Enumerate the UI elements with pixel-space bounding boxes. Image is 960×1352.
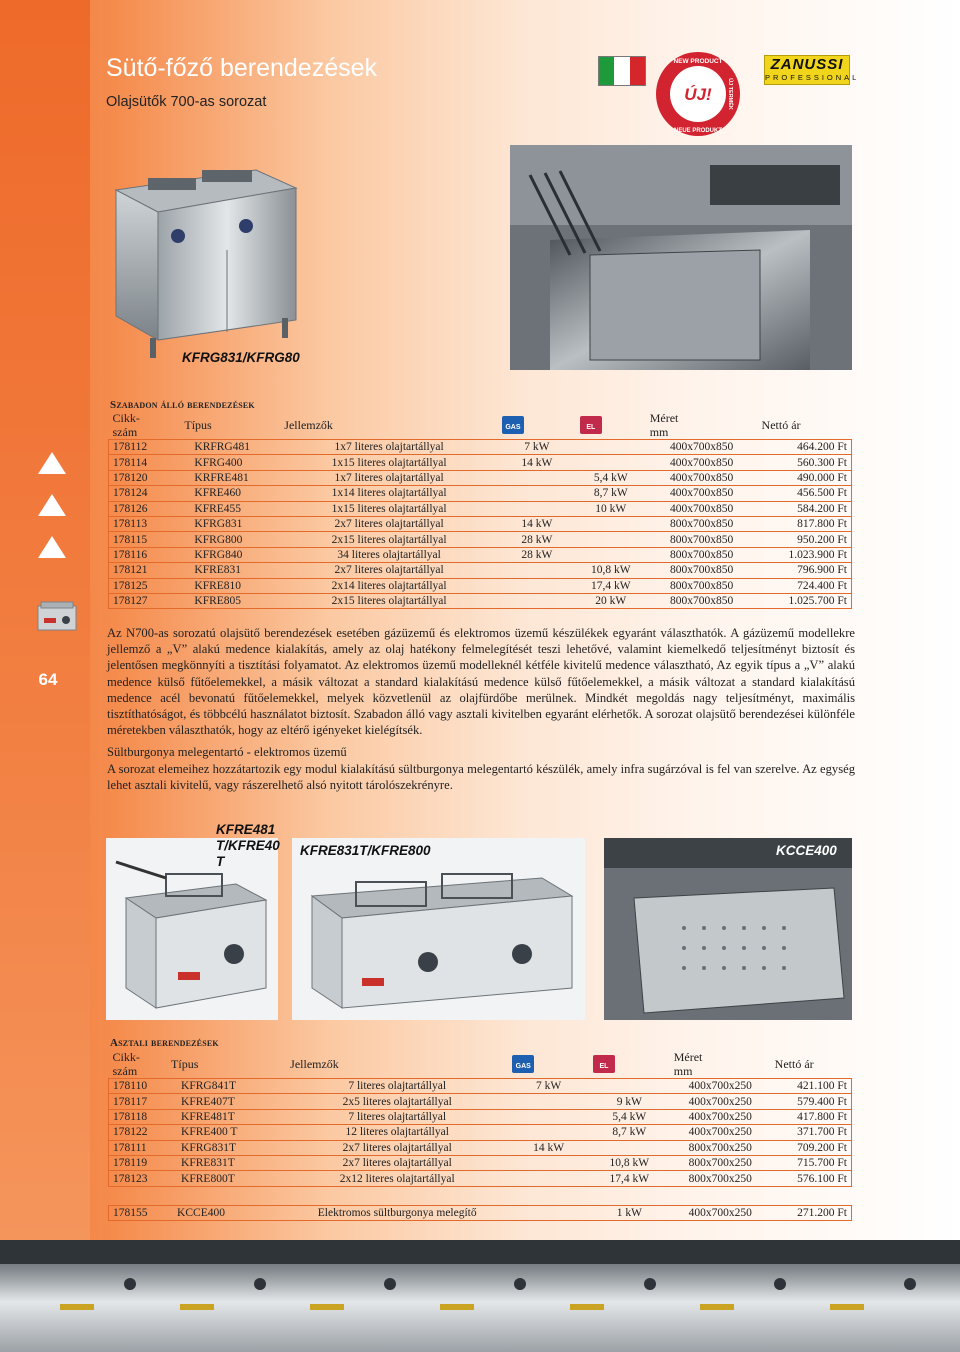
triangle-marker-icon: [38, 452, 66, 474]
cell-code: 178110: [109, 1079, 168, 1094]
new-product-seal-icon: [654, 50, 742, 138]
photo-caption-bottom-middle: KFRE831T/KFRE800: [300, 843, 431, 858]
col-header-electric: [576, 411, 646, 440]
cell-code: 178125: [109, 578, 181, 593]
cell-size: 800x700x850: [646, 593, 758, 608]
cell-type: KFRG800: [180, 532, 280, 547]
cell-size: 400x700x850: [646, 470, 758, 485]
cell-electric-power: [589, 1079, 670, 1094]
brand-sub: PROFESSIONAL: [765, 73, 860, 82]
col-header-feature: Jellemzők: [290, 1056, 339, 1071]
cell-gas-power: 14 kW: [498, 516, 576, 531]
col-header-gas: [508, 1050, 589, 1079]
col-header-size: Méret mm: [673, 1050, 703, 1078]
triangle-marker-icon: [38, 494, 66, 516]
cell-size: 400x700x250: [670, 1094, 771, 1109]
table-row: [109, 486, 852, 501]
cell-feature: 2x15 literes olajtartállyal: [280, 593, 498, 608]
cell-electric-power: 10,8 kW: [589, 1155, 670, 1170]
cell-price: 796.900 Ft: [758, 563, 852, 578]
seal-ring-text: NEW PRODUCT: [673, 58, 723, 65]
cell-size: 400x700x850: [646, 486, 758, 501]
cell-feature: 2x7 literes olajtartállyal: [286, 1140, 508, 1155]
cell-price: 576.100 Ft: [771, 1171, 852, 1186]
cell-price: 715.700 Ft: [771, 1155, 852, 1170]
cell-type: KFRG840: [180, 547, 280, 562]
cell-type: KFRE800T: [167, 1171, 286, 1186]
cell-code: 178117: [109, 1094, 168, 1109]
cell-type: KFRG400: [180, 455, 280, 470]
cell-type: KFRE400 T: [167, 1125, 286, 1140]
cell-code: 178114: [109, 455, 181, 470]
table-row: [109, 1171, 852, 1186]
table1-section-heading: Szabadon álló berendezések: [110, 399, 255, 411]
cell-gas-power: [498, 563, 576, 578]
cell-feature: 2x7 literes olajtartállyal: [280, 516, 498, 531]
cell-type: KFRE481T: [167, 1109, 286, 1124]
cell-code: 178120: [109, 470, 181, 485]
cell-feature: 7 literes olajtartállyal: [286, 1109, 508, 1124]
photo-caption-top-left: KFRG831/KFRG80: [182, 350, 300, 365]
col-header-code: Cikk- szám: [112, 1050, 140, 1078]
cell-gas-power: [508, 1094, 589, 1109]
cell-price: 1.023.900 Ft: [758, 547, 852, 562]
gas-icon: GAS: [502, 416, 524, 434]
cell-type: KFRG831T: [167, 1140, 286, 1155]
cell-gas-power: [498, 470, 576, 485]
mini-fryer-icon: [36, 598, 78, 632]
cell-price: 950.200 Ft: [758, 532, 852, 547]
cell-type: KFRG841T: [167, 1079, 286, 1094]
table-row: [109, 1155, 852, 1170]
table-row: [109, 440, 852, 455]
cell-size: 400x700x850: [646, 440, 758, 455]
cell-type: KFRE831T: [167, 1155, 286, 1170]
cell-code: 178116: [109, 547, 181, 562]
table-row: [109, 593, 852, 608]
table-row: [109, 470, 852, 485]
cell-price: 417.800 Ft: [771, 1109, 852, 1124]
cell-electric-power: 1 kW: [589, 1206, 670, 1221]
electric-icon: EL: [593, 1055, 615, 1073]
cell-gas-power: [498, 593, 576, 608]
cell-electric-power: 17,4 kW: [589, 1171, 670, 1186]
col-header-code: Cikk- szám: [112, 411, 140, 439]
table2-section-heading: Asztali berendezések: [110, 1037, 219, 1049]
cell-electric-power: 8,7 kW: [576, 486, 646, 501]
cell-electric-power: [576, 516, 646, 531]
freestanding-fryer-photo: [106, 140, 320, 368]
table-row: [109, 1094, 852, 1109]
cell-size: 400x700x850: [646, 501, 758, 516]
cell-type: KFRE831: [180, 563, 280, 578]
cell-type: KRFRE481: [180, 470, 280, 485]
col-header-type: Típus: [171, 1056, 199, 1071]
cell-gas-power: [508, 1155, 589, 1170]
col-header-type: Típus: [184, 417, 212, 432]
cell-size: 800x700x850: [646, 532, 758, 547]
cell-electric-power: 9 kW: [589, 1094, 670, 1109]
photo-caption-bottom-left: KFRE481 T/KFRE40 T: [216, 822, 280, 869]
tabletop-double-fryer-photo: [292, 838, 585, 1020]
cell-size: 800x700x850: [646, 578, 758, 593]
cell-electric-power: 8,7 kW: [589, 1125, 670, 1140]
table-row: [109, 1079, 852, 1094]
cell-gas-power: [508, 1125, 589, 1140]
cell-size: 800x700x850: [646, 563, 758, 578]
cell-gas-power: 7 kW: [498, 440, 576, 455]
cell-electric-power: 5,4 kW: [589, 1109, 670, 1124]
subsection-heading: Sültburgonya melegentartó - elektromos üzemű: [107, 745, 347, 759]
cell-size: 400x700x850: [646, 455, 758, 470]
cell-gas-power: 14 kW: [508, 1140, 589, 1155]
cell-electric-power: [576, 455, 646, 470]
cell-feature: 2x12 literes olajtartállyal: [286, 1171, 508, 1186]
cell-type: KCCE400: [167, 1206, 286, 1221]
cell-size: 400x700x250: [670, 1206, 771, 1221]
cell-code: 178127: [109, 593, 181, 608]
cell-electric-power: 17,4 kW: [576, 578, 646, 593]
cell-code: 178122: [109, 1125, 168, 1140]
cell-electric-power: [576, 547, 646, 562]
cell-gas-power: 7 kW: [508, 1079, 589, 1094]
cell-size: 800x700x850: [646, 547, 758, 562]
cell-feature: 12 literes olajtartállyal: [286, 1125, 508, 1140]
cell-feature: 7 literes olajtartállyal: [286, 1079, 508, 1094]
cell-gas-power: 28 kW: [498, 547, 576, 562]
cell-feature: 2x7 literes olajtartállyal: [280, 563, 498, 578]
cell-electric-power: [589, 1140, 670, 1155]
brand-name: ZANUSSI: [770, 56, 844, 73]
cell-code: 178119: [109, 1155, 168, 1170]
col-header-gas: [498, 411, 576, 440]
seal-ring-text: ÚJ TERMÉK: [727, 78, 733, 110]
cell-feature: 34 literes olajtartállyal: [280, 547, 498, 562]
cell-code: 178112: [109, 440, 181, 455]
col-header-price: Nettó ár: [774, 1056, 814, 1071]
cell-feature: 1x7 literes olajtartállyal: [280, 470, 498, 485]
cell-gas-power: [508, 1171, 589, 1186]
cell-type: KRFRG481: [180, 440, 280, 455]
page-number: 64: [38, 670, 58, 689]
col-header-price: Nettó ár: [761, 417, 801, 432]
cell-price: 579.400 Ft: [771, 1094, 852, 1109]
electric-icon: EL: [580, 416, 602, 434]
cell-code: 178126: [109, 501, 181, 516]
cell-gas-power: [498, 501, 576, 516]
cell-gas-power: [498, 486, 576, 501]
cell-electric-power: 5,4 kW: [576, 470, 646, 485]
cell-type: KFRE455: [180, 501, 280, 516]
table-header-row: [109, 411, 852, 440]
cell-size: 800x700x250: [670, 1140, 771, 1155]
cell-price: 464.200 Ft: [758, 440, 852, 455]
cell-code: 178111: [109, 1140, 168, 1155]
table-row: [109, 501, 852, 516]
cell-price: 421.100 Ft: [771, 1079, 852, 1094]
table-row: [109, 1125, 852, 1140]
cell-price: 371.700 Ft: [771, 1125, 852, 1140]
cell-electric-power: 10,8 kW: [576, 563, 646, 578]
cell-feature: 2x15 literes olajtartállyal: [280, 532, 498, 547]
cell-gas-power: 14 kW: [498, 455, 576, 470]
cell-price: 584.200 Ft: [758, 501, 852, 516]
table-row: [109, 1140, 852, 1155]
cell-electric-power: 20 kW: [576, 593, 646, 608]
fryer-basin-closeup-photo: [510, 145, 852, 370]
table-header-row: [109, 1050, 852, 1079]
cell-feature: 1x15 literes olajtartállyal: [280, 455, 498, 470]
cell-feature: 1x15 literes olajtartállyal: [280, 501, 498, 516]
page-title: Sütő-főző berendezések: [106, 54, 378, 82]
table-row: [109, 578, 852, 593]
cell-type: KFRG831: [180, 516, 280, 531]
chip-warmer-price-table: [108, 1205, 852, 1221]
table-row: [109, 547, 852, 562]
page-subtitle: Olajsütők 700-as sorozat: [106, 94, 267, 110]
description-paragraph: Az N700-as sorozatú olajsütő berendezések esetében gázüzemű és elektromos üzemű készülékek egyaránt választhatók. A gázüzemű modellekre jellemző a „V” alakú medence kialakítás, amely az olaj hatékony felmelegítését teszi lehetővé, valamint kiemelkedő teljesítményt biztosít és jelentősen megkönnyíti a tisztítási folyamatot. Az elektromos üzemű modelleknél kétféle kivitelű medence választható, Az egyik típus a „V” alakú medence külső fűtőelemekkel, a másik változat a standard kialakítású medence külső fűtőelemekkel, a másik változat a standard kialakítású medence acél bevonatú fűtőelemekkel, melyek közvetlenül az olajfürdőbe merülnek. Mindkét megoldás nagy teljesítményt, maximális tisztíthatóságot, és többcélú használatot biztosít. Szabadon álló vagy asztali kivitelben egyaránt elérhetők. A sorozat olajsütő berendezései különféle méretekben választhatók, hogy az eltérő igényeket kielégítsék.: [107, 626, 855, 738]
cell-feature: Elektromos sültburgonya melegítő: [286, 1206, 508, 1221]
cell-feature: 2x5 literes olajtartállyal: [286, 1094, 508, 1109]
cell-price: 817.800 Ft: [758, 516, 852, 531]
cell-electric-power: [576, 440, 646, 455]
triangle-marker-icon: [38, 536, 66, 558]
cell-electric-power: 10 kW: [576, 501, 646, 516]
seal-main-text: ÚJ!: [684, 85, 712, 104]
cell-size: 400x700x250: [670, 1079, 771, 1094]
table-row: [109, 455, 852, 470]
italian-flag-icon: [598, 56, 646, 86]
tabletop-price-table: [108, 1050, 852, 1187]
cell-size: 400x700x250: [670, 1125, 771, 1140]
chip-warmer-photo: [604, 838, 852, 1020]
cell-code: 178115: [109, 532, 181, 547]
cell-price: 456.500 Ft: [758, 486, 852, 501]
cell-feature: 1x7 literes olajtartállyal: [280, 440, 498, 455]
cell-code: 178124: [109, 486, 181, 501]
cell-price: 490.000 Ft: [758, 470, 852, 485]
cell-type: KFRE805: [180, 593, 280, 608]
cell-price: 271.200 Ft: [771, 1206, 852, 1221]
cell-electric-power: [576, 532, 646, 547]
cell-size: 800x700x250: [670, 1155, 771, 1170]
gas-icon: GAS: [512, 1055, 534, 1073]
cell-feature: 2x14 literes olajtartállyal: [280, 578, 498, 593]
table-row: [109, 516, 852, 531]
cell-gas-power: [498, 578, 576, 593]
seal-ring-text: NEUE PRODUKT: [673, 128, 723, 134]
cell-type: KFRE460: [180, 486, 280, 501]
table-row: [109, 1206, 852, 1221]
cell-code: 178123: [109, 1171, 168, 1186]
cell-feature: 1x14 literes olajtartállyal: [280, 486, 498, 501]
table3-body: [109, 1206, 852, 1221]
cell-size: 800x700x850: [646, 516, 758, 531]
cell-code: 178118: [109, 1109, 168, 1124]
cell-code: 178155: [109, 1206, 168, 1221]
cell-type: KFRE810: [180, 578, 280, 593]
col-header-size: Méret mm: [649, 411, 679, 439]
cell-feature: 2x7 literes olajtartállyal: [286, 1155, 508, 1170]
cell-price: 560.300 Ft: [758, 455, 852, 470]
cell-size: 400x700x250: [670, 1109, 771, 1124]
table-row: [109, 532, 852, 547]
col-header-feature: Jellemzők: [284, 417, 333, 432]
cell-type: KFRE407T: [167, 1094, 286, 1109]
kitchen-line-photo: [0, 1240, 960, 1352]
col-header-electric: [589, 1050, 670, 1079]
cell-price: 709.200 Ft: [771, 1140, 852, 1155]
cell-price: 1.025.700 Ft: [758, 593, 852, 608]
cell-gas-power: 28 kW: [498, 532, 576, 547]
cell-code: 178113: [109, 516, 181, 531]
zanussi-logo: [764, 55, 860, 85]
cell-size: 800x700x250: [670, 1171, 771, 1186]
table-row: [109, 563, 852, 578]
chip-warmer-paragraph: A sorozat elemeihez hozzátartozik egy modul kialakítású sültburgonya melegentartó készülék, amely infra sugárzóval is fel van szerelve. Az egység lehet asztali kivitelű, vagy rászerelhető alsó nyitott tárolószekrényre.: [107, 762, 855, 793]
cell-gas-power: [508, 1109, 589, 1124]
table-row: [109, 1109, 852, 1124]
freestanding-price-table: [108, 411, 852, 609]
cell-price: 724.400 Ft: [758, 578, 852, 593]
cell-code: 178121: [109, 563, 181, 578]
cell-gas-power: [508, 1206, 589, 1221]
photo-caption-bottom-right: KCCE400: [776, 843, 837, 858]
